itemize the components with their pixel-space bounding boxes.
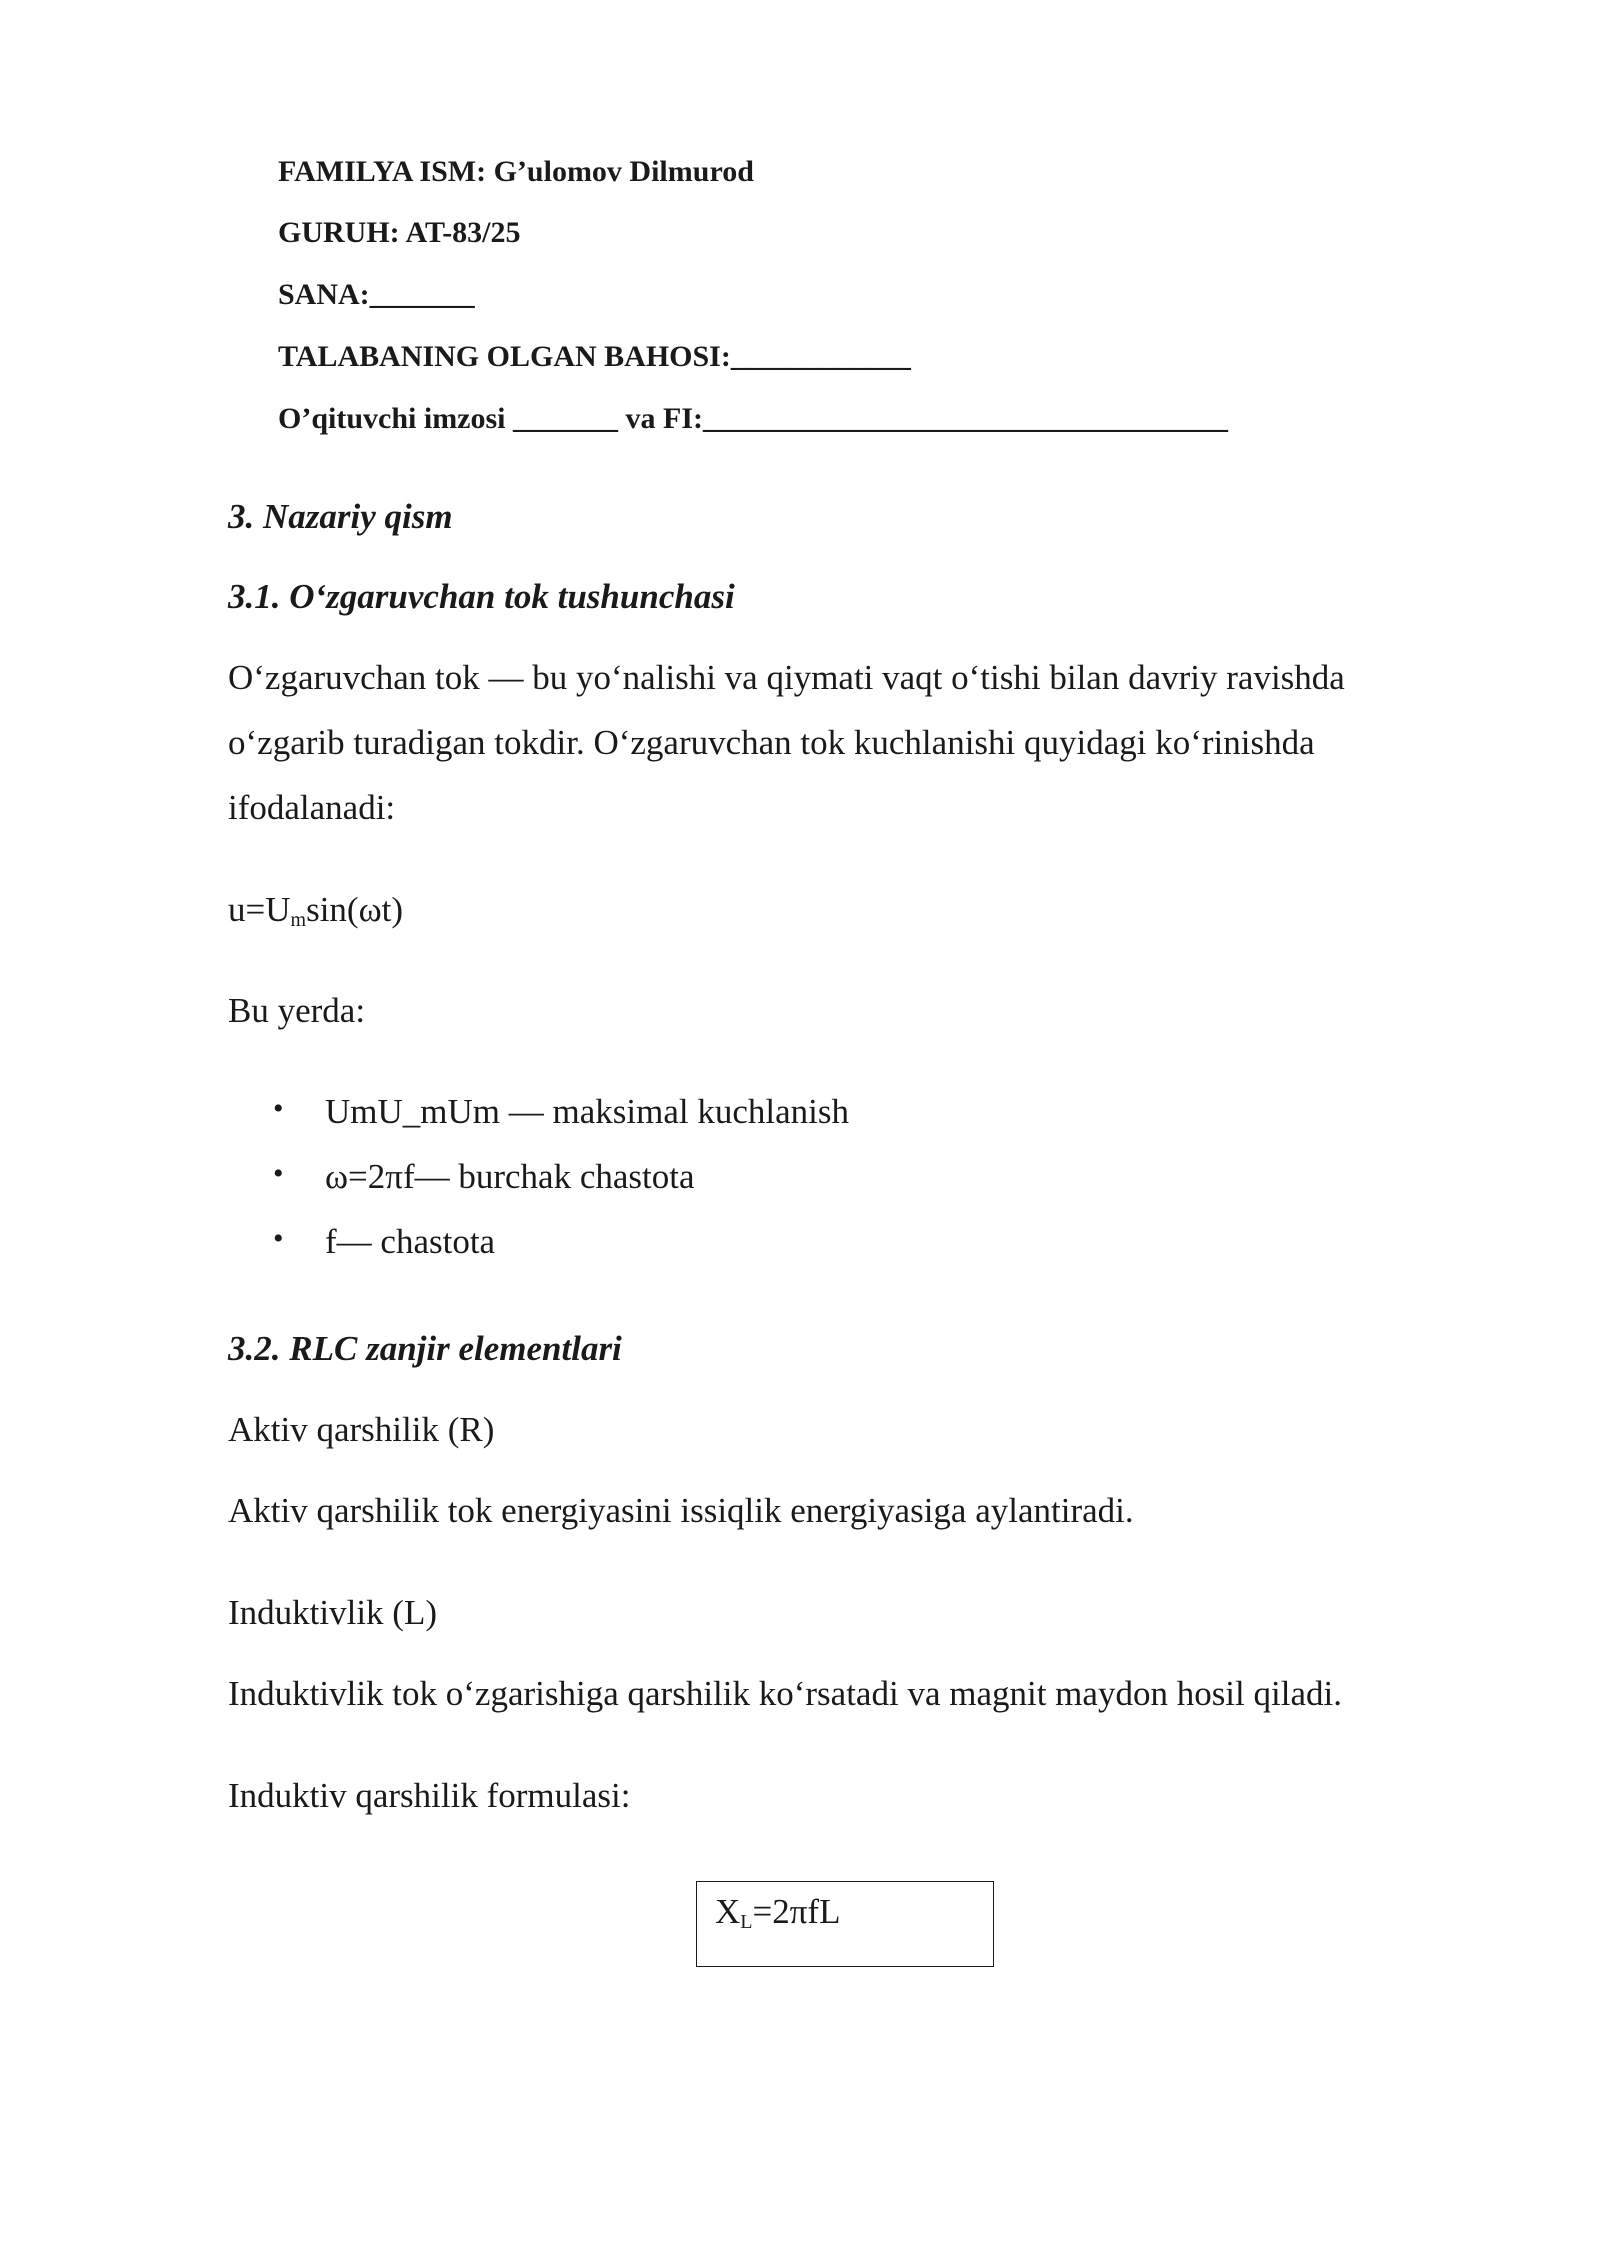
inductive-reactance-formula [715, 1894, 840, 1932]
formula-subscript: m [290, 909, 307, 931]
teacher-signature-field: O’qituvchi imzosi _______ va FI:___________________________________ [278, 402, 1228, 435]
list-item: • f— chastota [228, 1224, 849, 1289]
paragraph-line: o‘zgarib turadigan tokdir. O‘zgaruvchan tok kuchlanishi quyidagi ko‘rinishda [228, 723, 1315, 762]
paragraph-line: O‘zgaruvchan tok — bu yo‘nalishi va qiymati vaqt o‘tishi bilan davriy ravishda [228, 658, 1345, 697]
resistance-text: Aktiv qarshilik tok energiyasini issiqlik energiyasiga aylantiradi. [228, 1491, 1134, 1530]
formula-prefix: u=U [228, 890, 291, 929]
inductance-title: Induktivlik (L) [228, 1593, 437, 1632]
formula-suffix: sin(ωt) [306, 890, 403, 929]
list-item: • UmU_mUm — maksimal kuchlanish [228, 1094, 849, 1159]
student-name: FAMILYA ISM: G’ulomov Dilmurod [278, 155, 754, 188]
inductive-reactance-label: Induktiv qarshilik formulasi: [228, 1776, 631, 1815]
formula-suffix: =2πfL [752, 1892, 841, 1931]
date-field: SANA:_______ [278, 278, 475, 311]
where-label: Bu yerda: [228, 991, 366, 1030]
formula-prefix: X [715, 1892, 741, 1931]
formula-subscript: L [740, 1911, 753, 1933]
section-3-heading: 3. Nazariy qism [228, 497, 453, 536]
resistance-title: Aktiv qarshilik (R) [228, 1410, 495, 1449]
paragraph-line: ifodalanadi: [228, 788, 396, 827]
inductive-reactance-formula-box [696, 1881, 994, 1967]
section-3-1-heading: 3.1. O‘zgaruvchan tok tushunchasi [228, 577, 735, 616]
grade-field: TALABANING OLGAN BAHOSI:____________ [278, 340, 911, 373]
section-3-2-heading: 3.2. RLC zanjir elementlari [228, 1329, 622, 1368]
inductance-text: Induktivlik tok o‘zgarishiga qarshilik ko‘rsatadi va magnit maydon hosil qiladi. [228, 1674, 1342, 1713]
voltage-formula [228, 892, 403, 930]
list-item: • ω=2πf— burchak chastota [228, 1159, 849, 1224]
variable-definitions-list [228, 1094, 849, 1289]
student-group: GURUH: AT-83/25 [278, 216, 521, 249]
